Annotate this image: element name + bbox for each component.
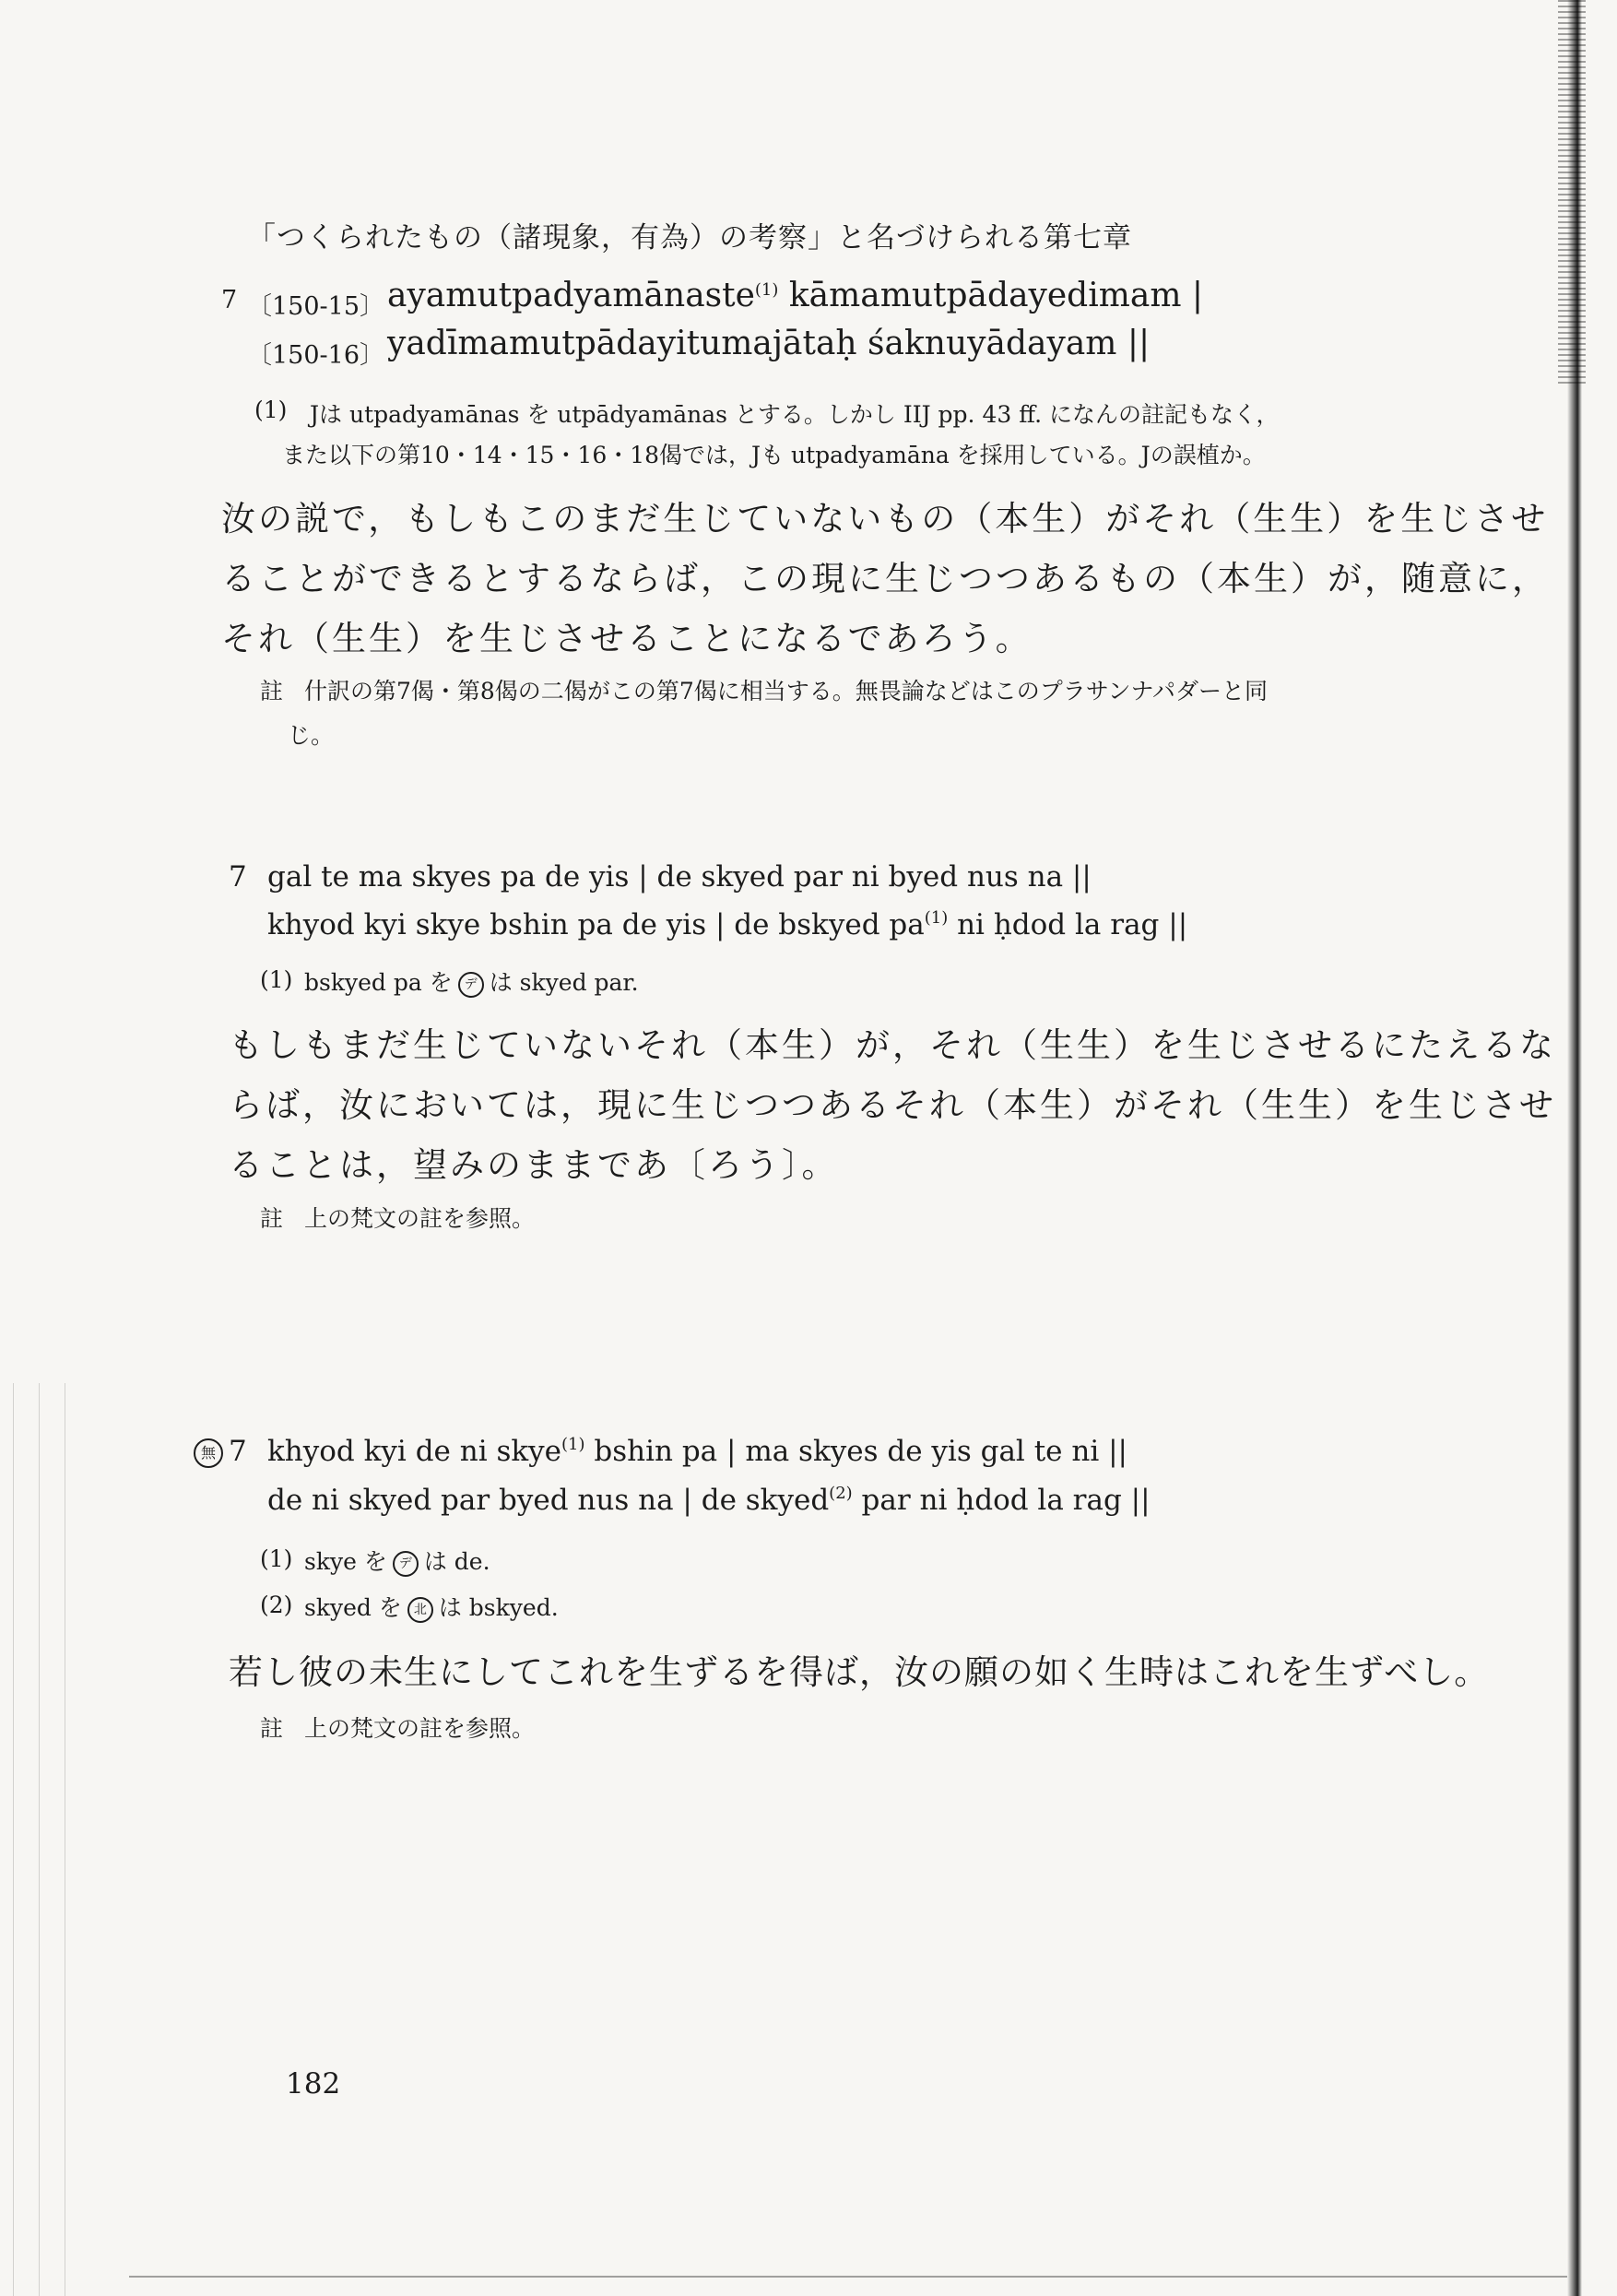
footnote-text: また以下の第10・14・15・16・18偈では，Jも utpadyamāna を採用している。Jの誤植か。 <box>282 442 1266 468</box>
comment-text: じ。 <box>288 722 335 749</box>
tibetan-text: bshin pa | ma skyes de yis gal te ni || <box>584 1435 1127 1468</box>
chapter-header: 「つくられたもの（諸現象，有為）の考察」と名づけられる第七章 <box>247 221 1132 254</box>
comment-label: 註 <box>260 1205 284 1232</box>
footnote-ref: (1) <box>924 908 949 928</box>
footnote-number: (1) <box>260 966 293 993</box>
footnote-number: (2) <box>260 1592 293 1618</box>
verse-number: 7 <box>229 860 247 894</box>
tibetan-line <box>267 908 1187 941</box>
sanskrit-text: kāmamutpādayedimam | <box>778 277 1204 314</box>
sanskrit-line: yadīmamutpādayitumajātaḥ śaknuyādayam || <box>387 325 1151 362</box>
tibetan-text: khyod kyi de ni skye <box>267 1435 562 1468</box>
edition-mark-icon: デ <box>393 1551 419 1577</box>
sanskrit-line <box>387 277 1203 314</box>
footnote-ref: (1) <box>754 280 779 300</box>
translation-line: それ（生生）を生じさせることになるであろう。 <box>221 619 1033 658</box>
tibetan-text: ni ḥdod la rag || <box>948 908 1188 941</box>
translation-line: らば，汝においては，現に生じつつあるそれ（本生）がそれ（生生）を生じさせ <box>229 1085 1556 1125</box>
footnote-text-part: skyed を <box>304 1594 402 1621</box>
comment-text: 上の梵文の註を参照。 <box>304 1205 536 1232</box>
comment-label: 註 <box>260 1715 284 1742</box>
footnote-ref: (1) <box>561 1435 585 1454</box>
comment-text: 上の梵文の註を参照。 <box>304 1715 536 1742</box>
comment-text: 什訳の第7偈・第8偈の二偈がこの第7偈に相当する。無畏論などはこのプラサンナパダーと同 <box>304 678 1268 704</box>
verse-number: 7 <box>221 286 238 314</box>
comment-label: 註 <box>260 678 284 704</box>
edition-mark-icon: 北 <box>407 1597 433 1623</box>
page-number: 182 <box>286 2067 341 2101</box>
akutobhaya-line <box>194 1435 247 1468</box>
sanskrit-text: ayamutpadyamānaste <box>387 277 755 314</box>
translation-line: もしもまだ生じていないそれ（本生）が，それ（生生）を生じさせるにたえるな <box>229 1025 1556 1065</box>
verse-ref: 〔150-16〕 <box>247 341 385 370</box>
verse-ref: 〔150-15〕 <box>247 292 385 321</box>
footnote-text-part: は bskyed. <box>438 1594 559 1621</box>
edition-mark-icon: デ <box>458 972 484 998</box>
scan-edge-left <box>0 1383 83 2296</box>
footnote-text <box>304 1590 559 1623</box>
footnote-text-part: は skyed par. <box>489 969 639 996</box>
tibetan-line <box>267 1484 1151 1517</box>
footnote-text-part: は de. <box>423 1548 490 1575</box>
footnote-text: Jは utpadyamānas を utpādyamānas とする。しかし IIJ pp. 43 ff. になんの註記もなく， <box>310 401 1280 428</box>
footnote-text <box>304 965 639 998</box>
scan-bottom-edge <box>129 2276 1567 2278</box>
tibetan-text: khyod kyi skye bshin pa de yis | de bskyed pa <box>267 908 925 941</box>
translation-line: ることは，望みのままであ〔ろう〕。 <box>229 1145 839 1185</box>
footnote-text <box>304 1544 490 1577</box>
footnote-number: (1) <box>254 396 288 423</box>
akutobhaya-marker-icon: 無 <box>194 1438 223 1468</box>
footnote-text-part: skye を <box>304 1548 387 1575</box>
translation-line: ることができるとするならば，この現に生じつつあるもの（本生）が，随意に， <box>221 559 1549 598</box>
footnote-number: (1) <box>260 1545 293 1572</box>
tibetan-text: par ni ḥdod la rag || <box>852 1484 1151 1517</box>
translation-line: 若し彼の未生にしてこれを生ずるを得ば，汝の願の如く生時はこれを生ずべし。 <box>229 1652 1490 1692</box>
footnote-ref: (2) <box>829 1484 853 1503</box>
translation-line: 汝の説で，もしもこのまだ生じていないもの（本生）がそれ（生生）を生じさせ <box>221 499 1549 538</box>
footnote-text-part: bskyed pa を <box>304 969 453 996</box>
tibetan-text: de ni skyed par byed nus na | de skyed <box>267 1484 830 1517</box>
tibetan-line <box>267 1435 1127 1468</box>
scan-edge-noise <box>1558 0 1586 387</box>
verse-number: 7 <box>229 1435 247 1468</box>
tibetan-line: gal te ma skyes pa de yis | de skyed par ni byed nus na || <box>267 860 1092 894</box>
